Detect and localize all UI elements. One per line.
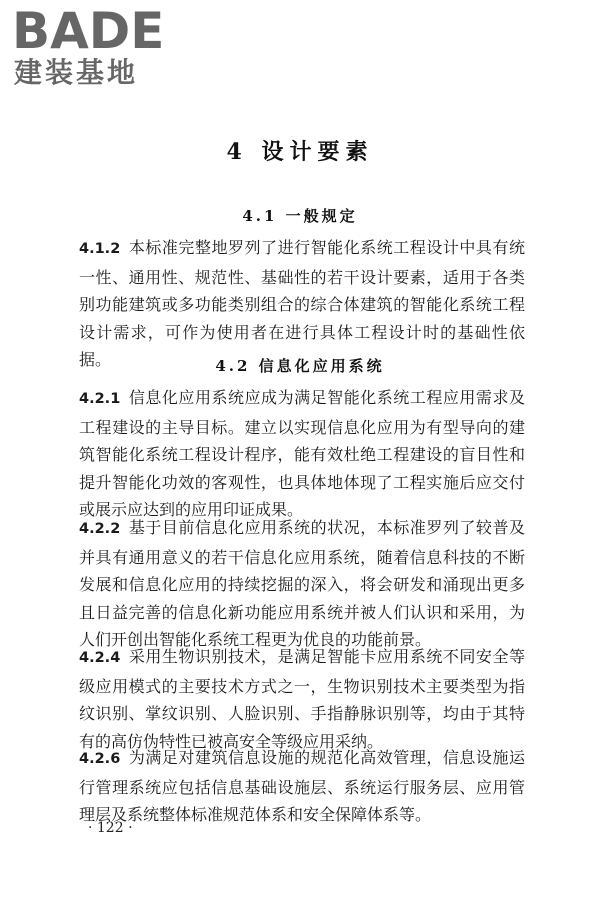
- bade-logo: [12, 4, 182, 96]
- clause-text: 本标准完整地罗列了进行智能化系统工程设计中具有统一性、通用性、规范性、基础性的若干设计要素，适用于各类别功能建筑或多功能类别组合的综合体建筑的智能化系统工程设计需求，可作为使用者在进行具体工程设计时的基础性依据。: [79, 238, 525, 370]
- clause-4-2-6: [79, 744, 525, 829]
- clause-number: 4.1.2: [79, 241, 121, 257]
- logo-letters: BADE: [12, 2, 165, 60]
- logo-chinese-text: 建装基地: [14, 56, 139, 89]
- clause-4-2-2: [79, 514, 525, 654]
- clause-4-1-2: [79, 234, 525, 374]
- chapter-title: 4 设计要素: [226, 139, 374, 165]
- section-title-4-2: 4.2 信息化应用系统: [215, 357, 385, 375]
- page-number: · 122 ·: [88, 820, 133, 836]
- clause-text: 基于目前信息化应用系统的状况，本标准罗列了较普及并具有通用意义的若干信息化应用系统，随着信息科技的不断发展和信息化应用的持续挖掘的深入，将会研发和涌现出更多且日益完善的信息化新功能应用系统并被人们认识和采用，为人们开创出智能化系统工程更为优良的功能前景。: [79, 518, 525, 650]
- clause-number: 4.2.4: [79, 650, 121, 666]
- clause-text: 采用生物识别技术，是满足智能卡应用系统不同安全等级应用模式的主要技术方式之一，生物识别技术主要类型为指纹识别、掌纹识别、人脸识别、手指静脉识别等，均由于其特有的高仿伪特性已被高安全等级应用采纳。: [79, 647, 525, 751]
- clause-text: 信息化应用系统应成为满足智能化系统工程应用需求及工程建设的主导目标。建立以实现信息化应用为有型导向的建筑智能化系统工程设计程序，能有效杜绝工程建设的盲目性和提升智能化功效的客观性，也具体地体现了工程实施后应交付或展示应达到的应用印证成果。: [79, 388, 525, 520]
- section-title-4-1: 4.1 一般规定: [242, 207, 358, 225]
- clause-number: 4.2.6: [79, 751, 121, 767]
- clause-4-2-4: [79, 643, 525, 755]
- clause-text: 为满足对建筑信息设施的规范化高效管理，信息设施运行管理系统应包括信息基础设施层、系统运行服务层、应用管理层及系统整体标准规范体系和安全保障体系等。: [79, 748, 525, 825]
- clause-4-2-1: [79, 384, 525, 524]
- clause-number: 4.2.1: [79, 391, 121, 407]
- clause-number: 4.2.2: [79, 521, 121, 537]
